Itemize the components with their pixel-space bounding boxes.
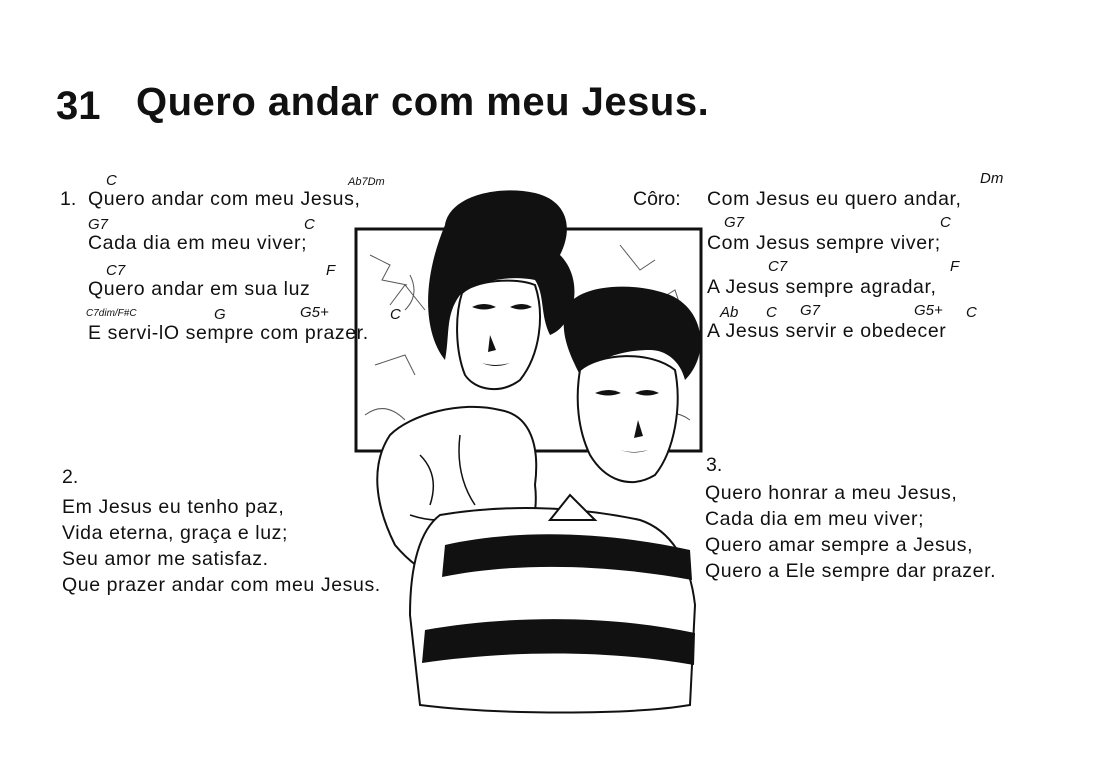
verse1-chord-9: G5+ bbox=[300, 304, 329, 321]
chorus-chord-2: G7 bbox=[724, 214, 745, 231]
verse2-line-1: Em Jesus eu tenho paz, bbox=[62, 496, 285, 518]
verse3-line-3: Quero amar sempre a Jesus, bbox=[705, 534, 974, 556]
verse1-chord-3: G7 bbox=[88, 216, 109, 233]
sweater-collar bbox=[550, 495, 595, 520]
chorus-line-3: A Jesus sempre agradar, bbox=[707, 276, 937, 298]
verse1-chord-7: C7dim/F#C bbox=[86, 308, 137, 319]
verse3-line-4: Quero a Ele sempre dar prazer. bbox=[705, 560, 997, 582]
chorus-chord-4: C7 bbox=[768, 258, 788, 275]
verse3-line-2: Cada dia em meu viver; bbox=[705, 508, 925, 530]
verse2-label: 2. bbox=[62, 466, 79, 488]
chorus-chord-10: C bbox=[966, 304, 977, 321]
chorus-chord-8: G7 bbox=[800, 302, 821, 319]
verse1-line-1: Quero andar com meu Jesus, bbox=[88, 188, 361, 210]
chorus-line-2: Com Jesus sempre viver; bbox=[707, 232, 941, 254]
chorus-chord-5: F bbox=[950, 258, 960, 275]
verse1-chord-5: C7 bbox=[106, 262, 126, 279]
hymn-number: 31 bbox=[56, 84, 101, 128]
hymn-title: Quero andar com meu Jesus. bbox=[136, 80, 710, 124]
verse2-line-2: Vida eterna, graça e luz; bbox=[62, 522, 289, 544]
verse1-chord-8: G bbox=[214, 306, 226, 323]
chorus-chord-9: G5+ bbox=[914, 302, 943, 319]
verse3-line-1: Quero honrar a meu Jesus, bbox=[705, 482, 958, 504]
verse2-line-3: Seu amor me satisfaz. bbox=[62, 548, 269, 570]
chorus-chord-6: Ab bbox=[720, 304, 739, 321]
chorus-line-1: Com Jesus eu quero andar, bbox=[707, 188, 962, 210]
verse2-line-4: Que prazer andar com meu Jesus. bbox=[62, 574, 381, 596]
verse1-chord-10: C bbox=[390, 306, 401, 323]
verse1-chord-6: F bbox=[326, 262, 336, 279]
chorus-label: Côro: bbox=[633, 188, 681, 210]
chorus-line-4: A Jesus servir e obedecer bbox=[707, 320, 947, 342]
verse3-label: 3. bbox=[706, 454, 723, 476]
verse1-line-3: Quero andar em sua luz bbox=[88, 278, 311, 300]
verse1-line-2: Cada dia em meu viver; bbox=[88, 232, 308, 254]
chorus-chord-7: C bbox=[766, 304, 777, 321]
verse1-chord-4: C bbox=[304, 216, 315, 233]
chorus-chord-3: C bbox=[940, 214, 951, 231]
verse1-label: 1. bbox=[60, 188, 77, 210]
verse1-chord-2: Ab7Dm bbox=[348, 176, 385, 188]
verse1-line-4: E servi-lO sempre com prazer. bbox=[88, 322, 369, 344]
man-face bbox=[578, 356, 678, 482]
chorus-chord-1: Dm bbox=[980, 170, 1004, 187]
verse1-chord-1: C bbox=[106, 172, 117, 189]
couple-illustration bbox=[350, 185, 710, 720]
